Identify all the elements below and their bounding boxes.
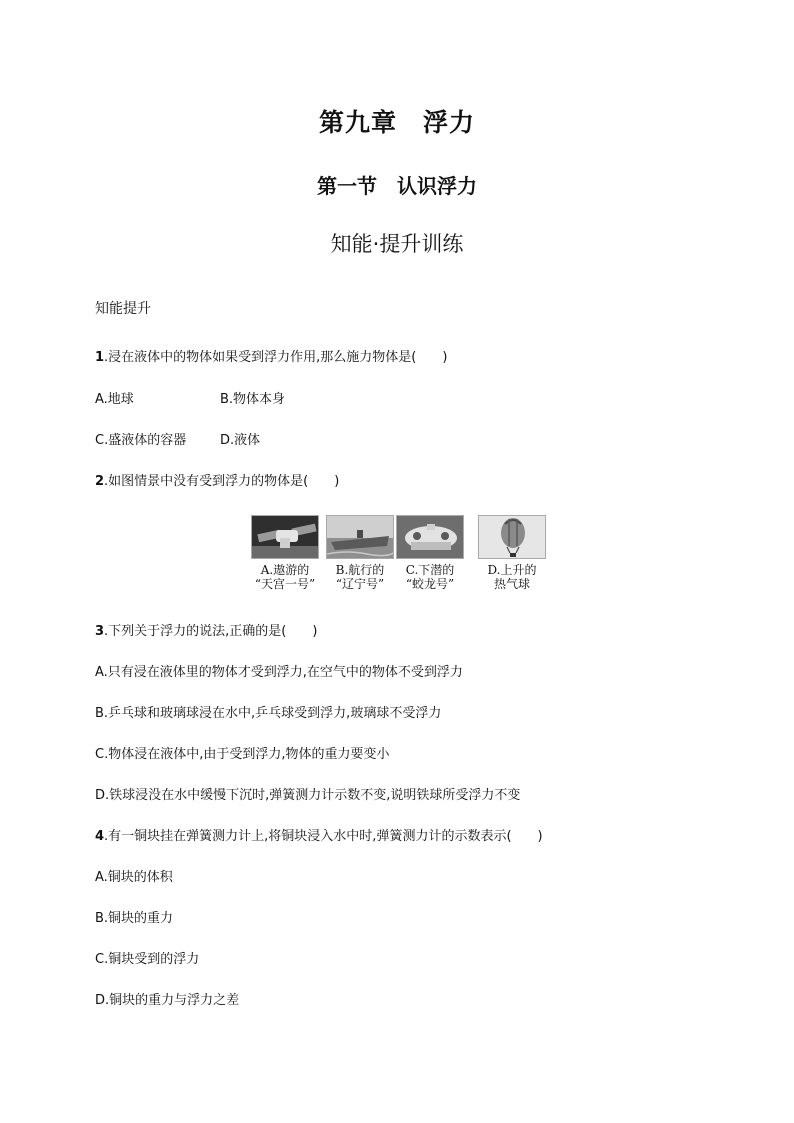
jiaolong-submersible-image <box>396 515 464 559</box>
caption-a <box>246 563 324 591</box>
section-title: 第一节 认识浮力 <box>317 174 477 198</box>
caption-line: A.遨游的 <box>260 563 310 577</box>
caption-line: 热气球 <box>493 577 530 591</box>
liaoning-carrier-image <box>326 515 394 559</box>
caption-line: “辽宁号” <box>335 577 385 591</box>
page-subtitle: 知能·提升训练 <box>330 232 464 256</box>
question-2-figure <box>250 515 550 595</box>
question-4-option-b: B.铜块的重力 <box>95 911 174 926</box>
hot-air-balloon-image <box>478 515 546 559</box>
question-4-option-c: C.铜块受到的浮力 <box>95 952 200 967</box>
caption-b <box>321 563 399 591</box>
question-number: 1 <box>95 350 105 365</box>
question-3-option-d: D.铁球浸没在水中缓慢下沉时,弹簧测力计示数不变,说明铁球所受浮力不变 <box>95 788 521 803</box>
question-number: 4 <box>95 829 105 844</box>
section-heading: 知能提升 <box>95 301 151 317</box>
question-2-stem <box>95 470 339 489</box>
question-1-option-a: A.地球 <box>95 392 134 407</box>
tiangong-image <box>251 515 319 559</box>
caption-line: C.下潜的 <box>405 563 455 577</box>
question-4-stem <box>95 825 543 844</box>
question-4-option-a: A.铜块的体积 <box>95 870 173 885</box>
question-1-option-c: C.盛液体的容器 <box>95 433 187 448</box>
caption-line: “天宫一号” <box>254 577 316 591</box>
question-number: 2 <box>95 474 105 489</box>
question-text: .下列关于浮力的说法,正确的是( ) <box>104 624 318 639</box>
question-4-option-d: D.铜块的重力与浮力之差 <box>95 993 240 1008</box>
question-1-stem <box>95 346 447 365</box>
caption-line: “蛟龙号” <box>405 577 455 591</box>
question-3-option-c: C.物体浸在液体中,由于受到浮力,物体的重力要变小 <box>95 747 390 762</box>
caption-c <box>391 563 469 591</box>
question-3-stem <box>95 620 317 639</box>
question-1-option-b: B.物体本身 <box>220 392 286 407</box>
question-1-option-d: D.液体 <box>220 433 261 448</box>
question-text: .浸在液体中的物体如果受到浮力作用,那么施力物体是( ) <box>104 350 448 365</box>
question-3-option-b: B.乒乓球和玻璃球浸在水中,乒乓球受到浮力,玻璃球不受浮力 <box>95 706 442 721</box>
question-text: .如图情景中没有受到浮力的物体是( ) <box>104 474 340 489</box>
question-3-option-a: A.只有浸在液体里的物体才受到浮力,在空气中的物体不受到浮力 <box>95 665 463 680</box>
caption-d <box>473 563 551 591</box>
question-number: 3 <box>95 624 105 639</box>
caption-line: D.上升的 <box>487 563 537 577</box>
question-text: .有一铜块挂在弹簧测力计上,将铜块浸入水中时,弹簧测力计的示数表示( ) <box>104 829 543 844</box>
caption-line: B.航行的 <box>335 563 385 577</box>
chapter-title: 第九章 浮力 <box>318 108 475 137</box>
